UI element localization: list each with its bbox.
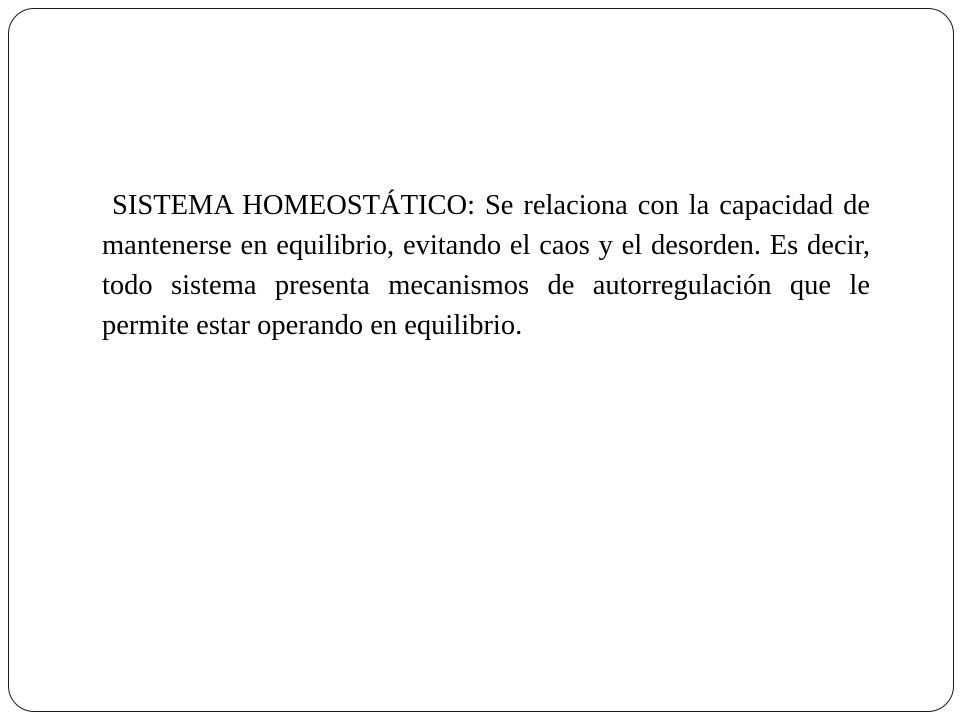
slide-border-frame [8,8,954,712]
slide-body-text: SISTEMA HOMEOSTÁTICO: Se relaciona con la capacidad de mantenerse en equilibrio, evitando el caos y el desorden. Es decir, todo sistema presenta mecanismos de autorregulación que le permite estar operando en equilibrio. [102,190,870,341]
